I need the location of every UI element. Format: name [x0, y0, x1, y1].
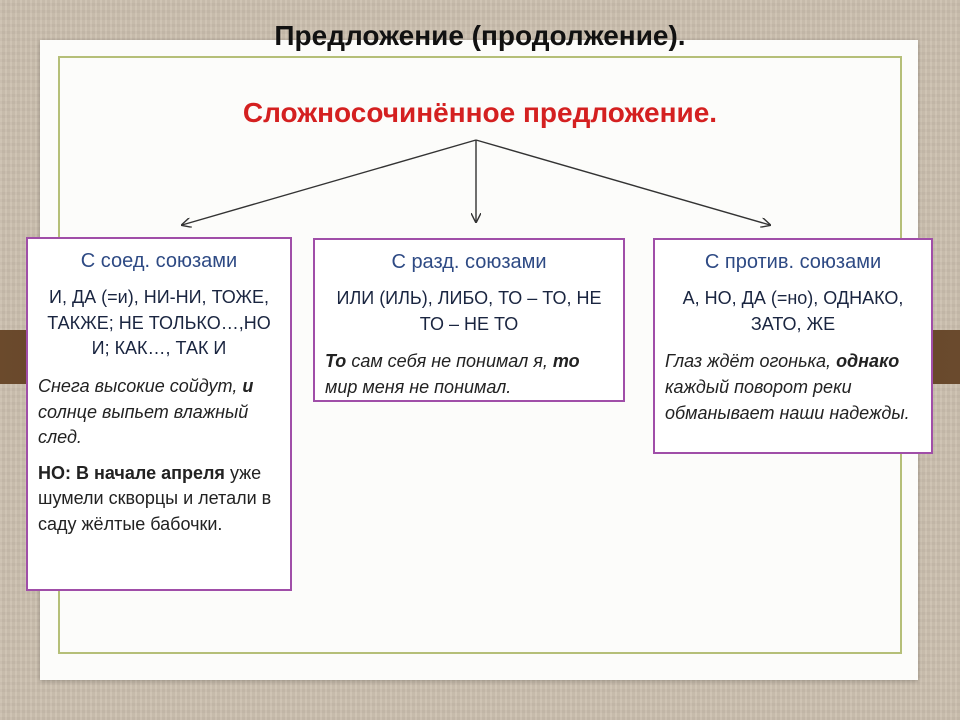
- box-title: С разд. союзами: [391, 251, 547, 273]
- conjunction-list: И, ДА (=и), НИ-НИ, ТОЖЕ, ТАКЖЕ; НЕ ТОЛЬКО…,НО И; КАК…, ТАК И: [47, 287, 271, 359]
- note-text: [38, 461, 280, 538]
- slide-title: Предложение (продолжение).: [274, 20, 686, 51]
- box-disjunctive: [313, 238, 625, 402]
- slide-subtitle: Сложносочинённое предложение.: [242, 97, 718, 128]
- box-title: С против. союзами: [704, 251, 882, 273]
- example-conjunction: то: [552, 351, 580, 372]
- box-coordinating: [26, 237, 292, 591]
- example-part: сам себя не понимал я,: [346, 351, 553, 372]
- arrow-right: [476, 140, 770, 225]
- example-part: Снега высокие сойдут,: [38, 376, 243, 397]
- example-part: каждый поворот реки обманывает наши надежды.: [665, 377, 910, 423]
- conjunction-list: А, НО, ДА (=но), ОДНАКО, ЗАТО, ЖЕ: [682, 288, 904, 334]
- example-part: Глаз ждёт огонька,: [665, 351, 837, 372]
- example-part: солнце выпьет влажный след.: [38, 401, 249, 448]
- example-text: [38, 374, 280, 451]
- example-text: [665, 349, 921, 426]
- box-adversative: [653, 238, 933, 454]
- note-label: НО: В начале апреля: [38, 462, 225, 483]
- example-conjunction: однако: [836, 351, 900, 372]
- example-text: [325, 349, 613, 400]
- example-part: мир меня не понимал.: [325, 377, 512, 398]
- example-conjunction: То: [325, 351, 347, 372]
- conjunction-list: ИЛИ (ИЛЬ), ЛИБО, ТО – ТО, НЕ ТО – НЕ ТО: [336, 288, 602, 334]
- arrow-left: [182, 140, 476, 225]
- example-conjunction: и: [242, 376, 254, 397]
- box-title: С соед. союзами: [80, 250, 238, 272]
- note-body: уже шумели скворцы и летали в саду жёлтые бабочки.: [38, 462, 272, 534]
